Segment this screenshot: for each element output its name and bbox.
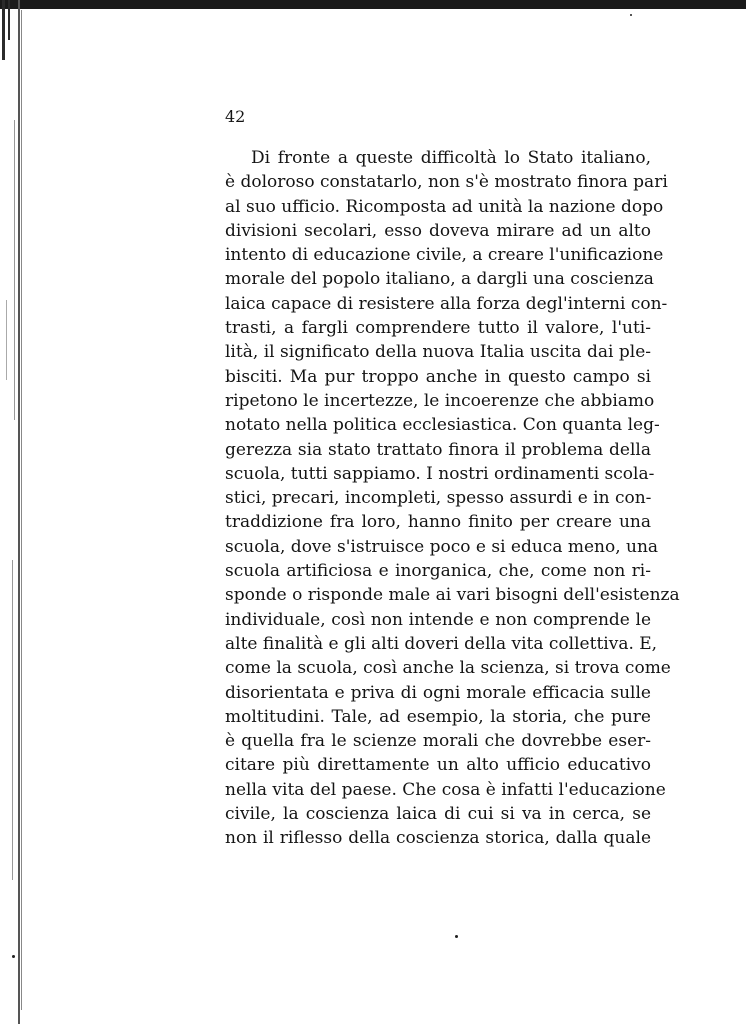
text-line: notato nella politica ecclesiastica. Con quanta leg- — [225, 415, 660, 436]
text-line: trasti, a fargli comprendere tutto il valore, l'uti- — [225, 318, 651, 339]
text-line: gerezza sia stato trattato finora il problema della — [225, 439, 651, 460]
text-line: al suo ufficio. Ricomposta ad unità la nazione dopo — [225, 196, 664, 217]
ink-speck — [12, 955, 15, 958]
text-line: è doloroso constatarlo, non s'è mostrato finora pari — [225, 172, 668, 193]
text-line: come la scuola, così anche la scienza, si trova come — [225, 658, 671, 679]
text-line: citare più direttamente un alto ufficio educativo — [225, 755, 651, 776]
text-line: lità, il significato della nuova Italia uscita dai ple- — [225, 342, 651, 363]
text-line: intento di educazione civile, a creare l'unificazione — [225, 245, 664, 266]
text-line: sponde o risponde male ai vari bisogni dell'esistenza — [225, 585, 680, 606]
text-line: bisciti. Ma pur troppo anche in questo campo si — [225, 366, 651, 387]
text-line: scuola, dove s'istruisce poco e si educa meno, una — [225, 536, 659, 557]
text-line: ripetono le incertezze, le incoerenze che abbiamo — [225, 390, 655, 411]
ink-speck — [455, 935, 458, 938]
text-line: Di fronte a queste difficoltà lo Stato italiano, — [251, 148, 651, 168]
text-line: scuola, tutti sappiamo. I nostri ordinamenti scola- — [225, 463, 655, 484]
text-line: morale del popolo italiano, a dargli una coscienza — [225, 269, 654, 290]
text-line: divisioni secolari, esso doveva mirare ad un alto — [225, 220, 651, 241]
page-number: 42 — [225, 107, 246, 126]
text-line: non il riflesso della coscienza storica, dalla quale — [225, 828, 651, 849]
text-line: civile, la coscienza laica di cui si va in cerca, se — [225, 804, 651, 825]
text-line: traddizione fra loro, hanno finito per creare una — [225, 512, 651, 533]
page-top-border — [0, 0, 746, 9]
text-line: nella vita del paese. Che cosa è infatti l'educazione — [225, 779, 666, 800]
body-text — [225, 146, 680, 851]
page-binding-edge — [0, 0, 30, 1024]
ink-speck — [630, 14, 632, 16]
text-line: laica capace di resistere alla forza degl'interni con- — [225, 293, 668, 314]
text-line: alte finalità e gli alti doveri della vita collettiva. E, — [225, 633, 658, 654]
text-line: stici, precari, incompleti, spesso assurdi e in con- — [225, 488, 652, 509]
text-line: scuola artificiosa e inorganica, che, come non ri- — [225, 561, 651, 582]
text-line: disorientata e priva di ogni morale efficacia sulle — [225, 682, 651, 703]
text-line: è quella fra le scienze morali che dovrebbe eser- — [225, 731, 651, 752]
text-line: moltitudini. Tale, ad esempio, la storia, che pure — [225, 706, 651, 727]
text-line: individuale, così non intende e non comprende le — [225, 609, 651, 630]
